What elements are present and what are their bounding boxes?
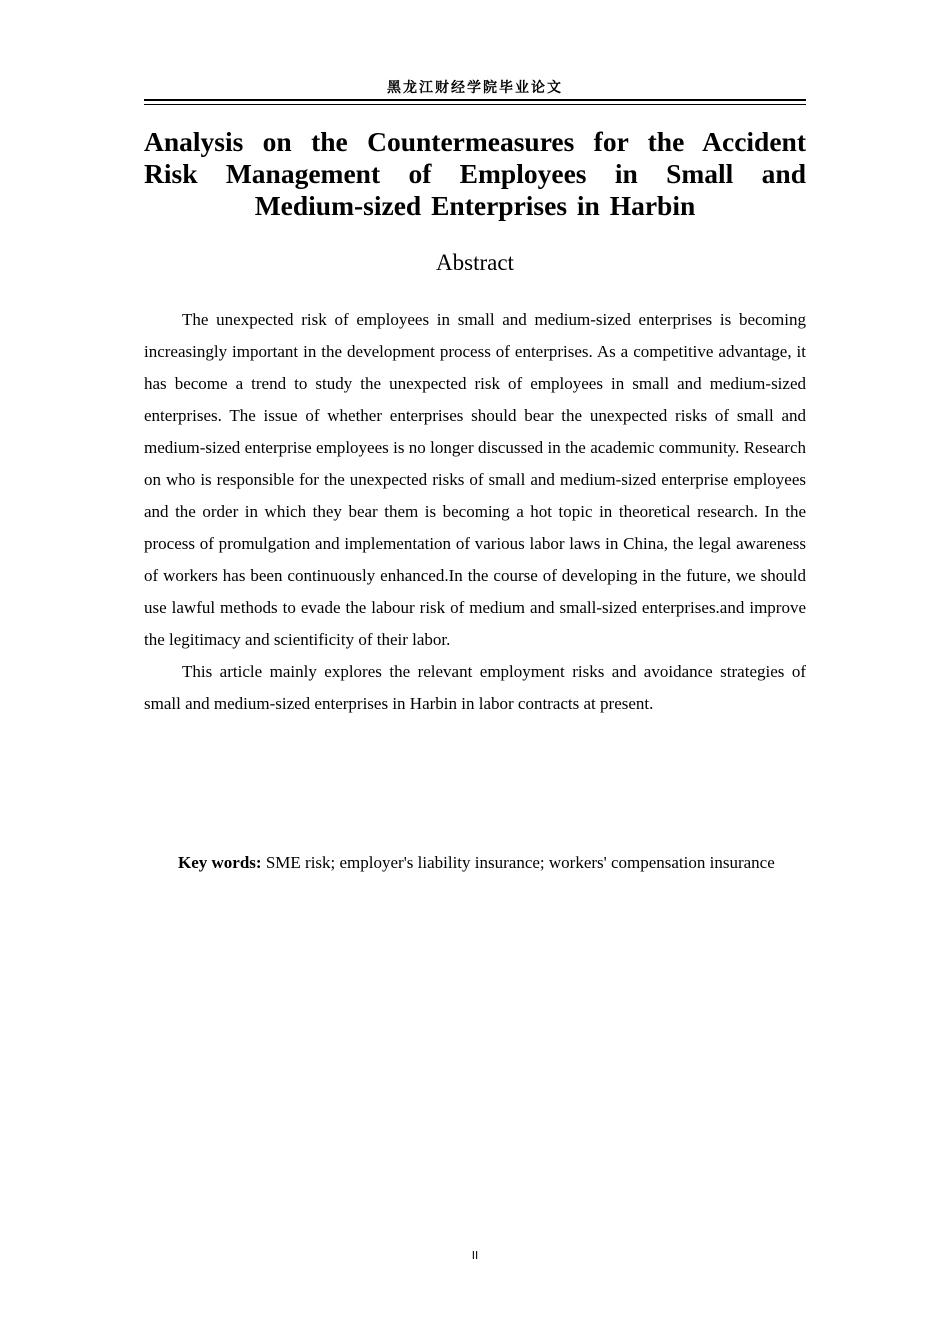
keywords-text: SME risk; employer's liability insurance; workers' compensation insurance [265, 853, 775, 872]
abstract-paragraph-1: The unexpected risk of employees in small and medium-sized enterprises is becoming increasingly important in the development process of enterprises. As a competitive advantage, it has become a trend to study the unexpected risk of employees in small and medium-sized enterprises. The issue of whether enterprises should bear the unexpected risks of small and medium-sized enterprise employees is no longer discussed in the academic community. Research on who is responsible for the unexpected risks of small and medium-sized enterprise employees and the order in which they bear them is becoming a hot topic in theoretical research. In the process of promulgation and implementation of various labor laws in China, the legal awareness of workers has been continuously enhanced.In the course of developing in the future, we should use lawful methods to evade the labour risk of medium and small-sized enterprises.and improve the legitimacy and scientificity of their labor. [144, 310, 806, 649]
abstract-body [144, 304, 806, 720]
header-double-rule [144, 99, 806, 105]
keywords-line [144, 847, 806, 879]
page-number: II [471, 1249, 479, 1262]
abstract-heading: Abstract [436, 250, 514, 275]
keywords-label: Key words: [178, 853, 262, 872]
running-header: 黑龙江财经学院毕业论文 [387, 80, 563, 96]
abstract-paragraph-2: This article mainly explores the relevant employment risks and avoidance strategies of small and medium-sized enterprises in Harbin in labor contracts at present. [144, 662, 806, 713]
paper-title: Analysis on the Countermeasures for the Accident Risk Management of Employees in Small and Medium-sized Enterprises in Harbin [144, 126, 806, 221]
